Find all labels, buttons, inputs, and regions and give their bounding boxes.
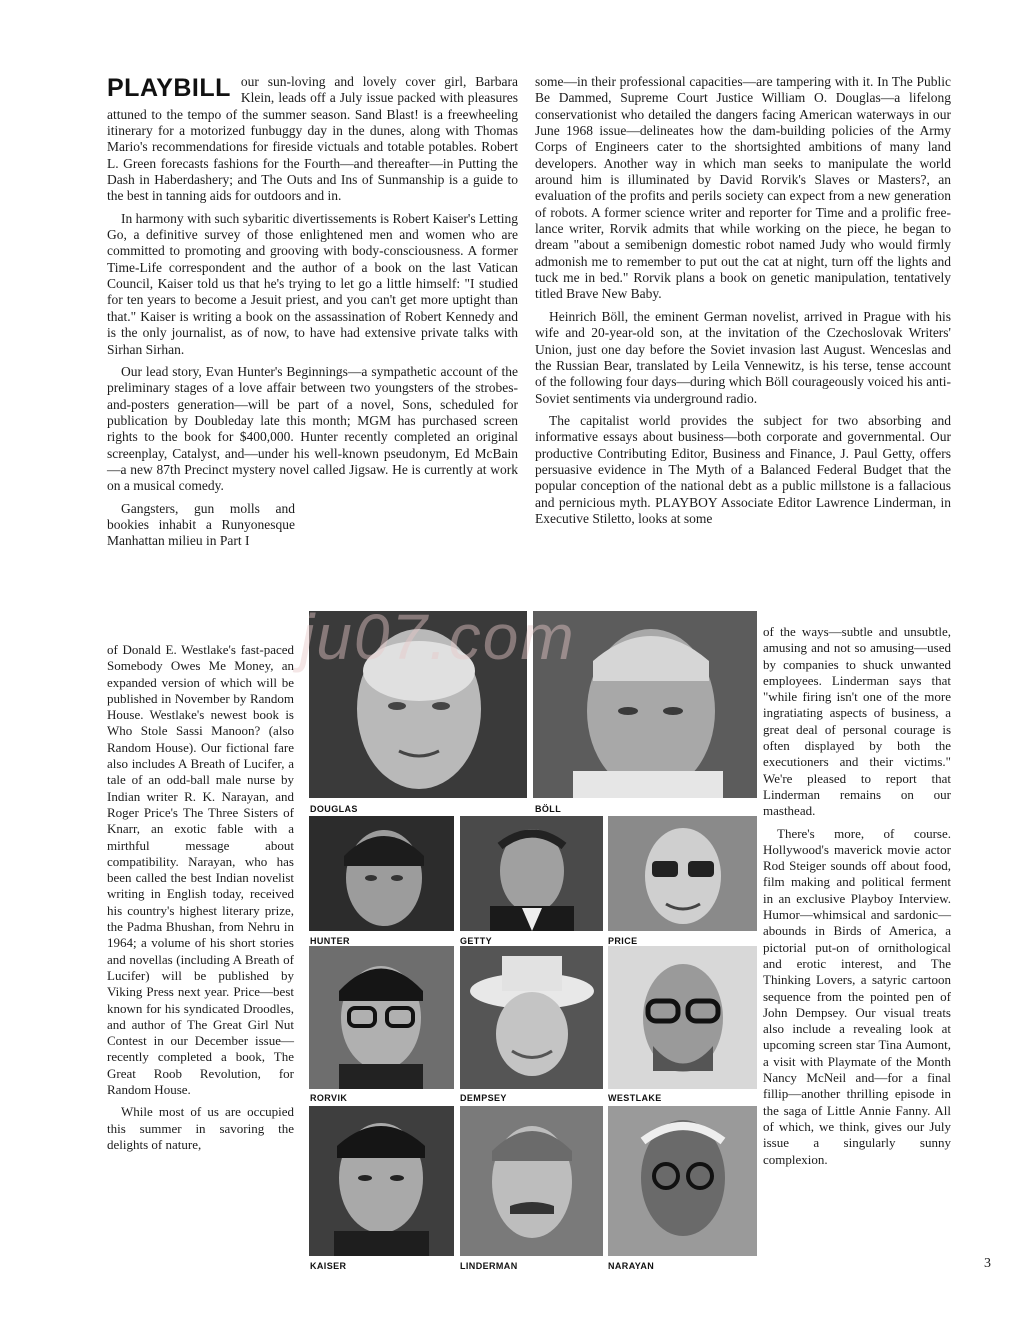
dempsey-caption: DEMPSEY [460,1093,507,1103]
linderman-caption: LINDERMAN [460,1261,518,1271]
boll-paragraph: Heinrich Böll, the eminent German novelist, arrived in Prague with his wife and 20-year-old son, at the invitation of the Czechoslovak Writers' Union, just one day before the Soviet invasion last August. Wenceslas and the Russian Bear, translated by Leila Vennewitz, is his terse, tense account of the following four days—during which Böll courageously voiced his anti-Soviet sentiments via underground radio. [535,308,951,406]
intro-paragraph: PLAYBILL our sun-loving and lovely cover girl, Barbara Klein, leads off a July issue packed with pleasures attuned to the tempo of the summer season. Sand Blast! is a freewheeling itinerary for a motorized funbuggy day in the dunes, along with Thomas Mario's recommendations for fireside victuals and totable potables. Robert L. Green forecasts fashions for the Fourth—and thereafter—in Putting the Dash in Haberdashery; and The Outs and Ins of Sunmanship is a guide to the best in tanning aids for outdoors and in. [107,74,518,204]
hunter-paragraph: Our lead story, Evan Hunter's Beginnings—a sympathetic account of the preliminary stages of a love affair between two youngsters of the strobes-and-posters generation—will be part of a novel, Sons, scheduled for publication by Doubleday late this month; MGM has purchased screen rights to the book for $400,000. Hunter recently completed an original screenplay, Catalyst, and—under his well-known pseudonym, Ed McBain—a new 87th Precinct mystery novel called Jigsaw. He is currently at work on a musical comedy. [107,363,518,494]
douglas-paragraph: some—in their professional capacities—are tampering with it. In The Public Be Dammed, Supreme Court Justice William O. Douglas—a lifelong conservationist who detailed the dangers facing American waterways in our June 1968 issue—delineates how the dam-building policies of the Army Corps of Engineers cater to the shortsighted ambitions of many land developers. Another way in which man seeks to manipulate the world around him is illuminated by David Rorvik's Slaves or Masters?, an evaluation of the profits and perils society can expect from a new generation of robots. A former science writer and reporter for Time and a prolific free-lance writer, Rorvik admits that while working on the piece, he began to dream "about a semibenign domestic robot named Judy who would firmly admonish me to remember to put out the cat at night, turn off the lights and tuck me in bed." Rorvik plans a book on genetic manipulation, tentatively titled Brave New Baby. [535,74,951,302]
watermark: ju07.com [300,601,576,673]
price-caption: PRICE [608,936,638,946]
narayan-photo [608,1106,757,1256]
hunter-photo [309,816,454,931]
steiger-paragraph: There's more, of course. Hollywood's maverick movie actor Rod Steiger sounds off about food, film making and political ferment in an exclusive Playboy Interview. Humor—whimsical and sardonic—abounds in Birds of America, a pictorial put-on of ornithological and erotic interest, and The Thinking Lovers, a satyric cartoon sequence from the pointed pen of John Dempsey. Our visual treats also include a revealing look at upcoming screen star Tina Aumont, a visit with Playmate of the Month Nancy McNeil and—for a final fillip—another thrilling episode in the saga of Little Annie Fanny. All of which, we think, gives our July issue a singularly sunny complexion. [763,825,951,1167]
linderman-photo [460,1106,603,1256]
getty-caption: GETTY [460,936,493,946]
left-narrow-column [107,642,294,1159]
dempsey-photo [460,946,603,1089]
westlake-paragraph-cont: of Donald E. Westlake's fast-paced Somebody Owes Me Money, an expanded version of which will be published in November by Random House. Westlake's newest book is Who Stole Sassi Manoon? (also Random House). Our fictional fare also includes A Breath of Lucifer, a tale of an odd-ball male nurse by Indian writer R. K. Narayan, and Roger Price's The Three Sisters of Knarr, an exotic fable with a mirthful message about compatibility. Narayan, who has been called the best Indian novelist writing in English today, received his country's highest literary prize, the Padma Bhushan, from Nehru in 1964; a volume of his short stories and novellas (including A Breath of Lucifer) will be published by Viking Press next year. Price—best known for his syndicated Droodles, and author of The Great Girl Nut Contest in our December issue—recently completed a book, The Great Roob Revolution, for Random House. [107,642,294,1098]
price-photo [608,816,757,931]
linderman-paragraph-cont: of the ways—subtle and unsubtle, amusing and not so amusing—used by companies to shuck unwanted employees. Linderman says that "while firing isn't one of the more ingratiating aspects of business, a great deal of personal courage is often displayed by both the executioners and their victims." We're pleased to report that Linderman remains on our masthead. [763,624,951,819]
boll-caption: BÖLL [535,804,562,814]
kaiser-caption: KAISER [310,1261,347,1271]
right-narrow-column [763,624,951,1174]
kaiser-photo [309,1106,454,1256]
nature-paragraph: While most of us are occupied this summer in savoring the delights of nature, [107,1104,294,1152]
getty-paragraph: The capitalist world provides the subject for two absorbing and informative essays about business—both corporate and governmental. Our productive Contributing Editor, Business and Finance, J. Paul Getty, offers persuasive evidence in The Myth of a Balanced Federal Budget that the popular conception of the national debt as a public millstone is a fallacious and pernicious myth. PLAYBOY Associate Editor Lawrence Linderman, in Executive Stiletto, looks at some [535,412,951,526]
westlake-caption: WESTLAKE [608,1093,662,1103]
kaiser-paragraph: In harmony with such sybaritic divertissements is Robert Kaiser's Letting Go, a definitive survey of those enlightened men and women who are committed to promoting and grooving with body-consciousness. A former Time-Life correspondent and the author of a book on the last Vatican Council, Kaiser told us that he's trying to let go a little himself: "I studied for ten years to become a Jesuit priest, and you can't get more uptight than that." Kaiser is writing a book on the assassination of Robert Kennedy and is the only journalist, as of now, to have had extensive private talks with Sirhan Sirhan. [107,210,518,357]
douglas-caption: DOUGLAS [310,804,358,814]
right-column [535,74,951,533]
page-title: PLAYBILL [107,74,231,102]
hunter-caption: HUNTER [310,936,350,946]
rorvik-caption: RORVIK [310,1093,348,1103]
left-column [107,74,518,556]
narayan-caption: NARAYAN [608,1261,655,1271]
westlake-photo [608,946,757,1089]
rorvik-photo [309,946,454,1089]
getty-photo [460,816,603,931]
page-number: 3 [984,1256,991,1271]
westlake-paragraph-start: Gangsters, gun molls and bookies inhabit a Runyonesque Manhattan milieu in Part I [107,500,295,549]
